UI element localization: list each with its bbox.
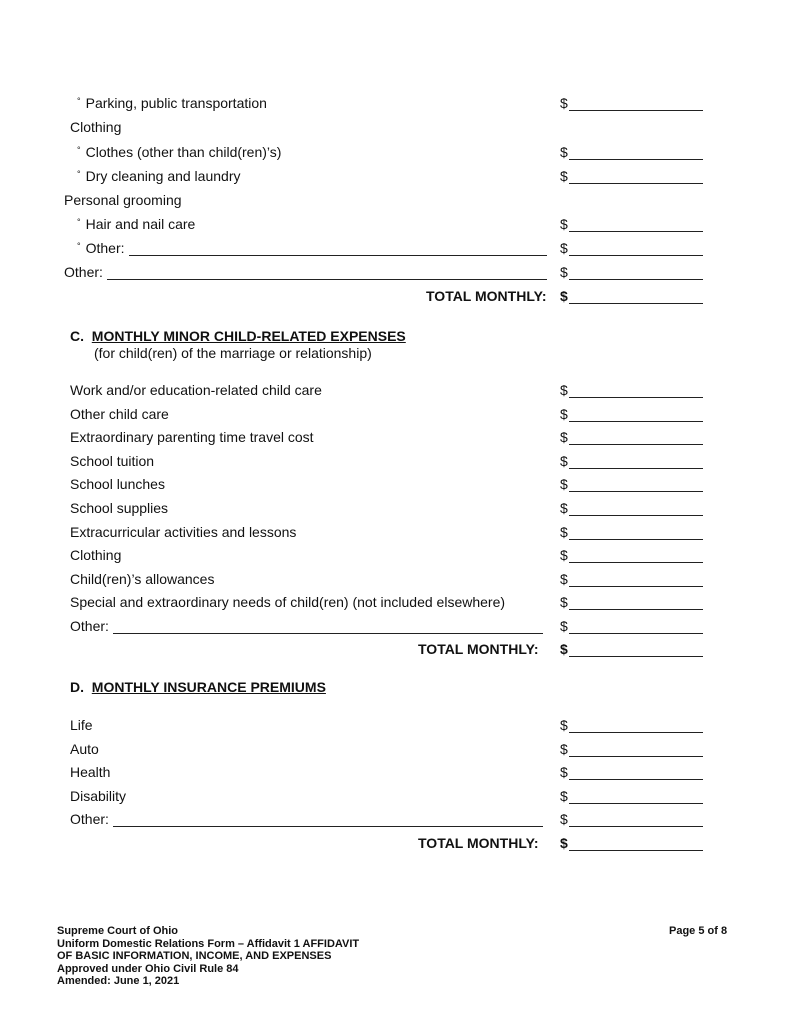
expense-label bbox=[70, 788, 126, 804]
total-label: TOTAL MONTHLY: bbox=[426, 288, 547, 304]
amount-field[interactable] bbox=[569, 110, 703, 111]
label-text: Personal grooming bbox=[64, 192, 182, 208]
section-d-title: MONTHLY INSURANCE PREMIUMS bbox=[91, 679, 326, 695]
expense-label bbox=[70, 429, 314, 445]
dollar-sign: $ bbox=[560, 216, 568, 232]
expense-row bbox=[0, 168, 800, 188]
label-text: Extraordinary parenting time travel cost bbox=[70, 429, 314, 446]
dollar-sign: $ bbox=[560, 500, 568, 516]
expense-row bbox=[0, 144, 800, 164]
amount-field[interactable] bbox=[569, 159, 703, 160]
expense-label bbox=[77, 240, 125, 256]
amount-field[interactable] bbox=[569, 444, 703, 445]
label-text: School tuition bbox=[70, 452, 155, 469]
dollar-sign: $ bbox=[560, 95, 568, 111]
dollar-sign: $ bbox=[560, 405, 568, 422]
label-text: Disability bbox=[70, 787, 127, 804]
expense-label bbox=[70, 524, 296, 540]
expense-row bbox=[0, 571, 800, 591]
dollar-sign: $ bbox=[560, 594, 568, 611]
label-text: Auto bbox=[70, 740, 99, 757]
expense-row bbox=[0, 594, 800, 614]
label-text: Other child care bbox=[70, 405, 169, 422]
total-label: TOTAL MONTHLY: bbox=[418, 835, 539, 851]
expense-row bbox=[0, 382, 800, 402]
dollar-sign: $ bbox=[560, 144, 568, 160]
other-description-field[interactable] bbox=[107, 279, 547, 280]
dollar-sign: $ bbox=[560, 523, 568, 540]
label-text: Child(ren)’s allowances bbox=[70, 570, 215, 587]
label-text: School lunches bbox=[70, 476, 165, 493]
expense-row bbox=[0, 240, 800, 260]
amount-field[interactable] bbox=[569, 279, 703, 280]
section-c-title: MONTHLY MINOR CHILD-RELATED EXPENSES bbox=[91, 328, 406, 344]
bullet-icon: ° bbox=[77, 217, 81, 227]
section-d-heading bbox=[70, 679, 326, 695]
label-text: Health bbox=[70, 764, 111, 781]
dollar-sign: $ bbox=[560, 288, 568, 304]
expense-label bbox=[70, 811, 109, 827]
expense-label bbox=[70, 406, 169, 422]
expense-label bbox=[77, 95, 267, 111]
total-row bbox=[0, 835, 800, 855]
label-text: Clothes (other than child(ren)’s) bbox=[85, 144, 282, 160]
amount-field[interactable] bbox=[569, 633, 703, 634]
section-c-heading bbox=[70, 328, 406, 344]
amount-field[interactable] bbox=[569, 756, 703, 757]
dollar-sign: $ bbox=[560, 452, 568, 469]
label-text: Work and/or education-related child care bbox=[70, 382, 322, 398]
expense-row bbox=[0, 95, 800, 115]
expense-row bbox=[0, 192, 800, 212]
expense-row bbox=[0, 119, 800, 139]
expense-row bbox=[0, 429, 800, 449]
amount-field[interactable] bbox=[569, 609, 703, 610]
label-text: Hair and nail care bbox=[85, 216, 196, 232]
label-text: Other: bbox=[70, 811, 109, 828]
amount-field[interactable] bbox=[569, 255, 703, 256]
footer-line: Supreme Court of Ohio bbox=[57, 925, 178, 937]
bullet-icon: ° bbox=[77, 241, 81, 251]
amount-field[interactable] bbox=[569, 803, 703, 804]
expense-row bbox=[0, 524, 800, 544]
label-text: Other: bbox=[85, 240, 125, 256]
amount-field[interactable] bbox=[569, 231, 703, 232]
expense-label bbox=[70, 476, 165, 492]
expense-row bbox=[0, 476, 800, 496]
expense-label bbox=[70, 500, 168, 516]
dollar-sign: $ bbox=[560, 240, 568, 256]
expense-label bbox=[70, 119, 121, 135]
amount-field[interactable] bbox=[569, 539, 703, 540]
expense-row bbox=[0, 500, 800, 520]
label-text: School supplies bbox=[70, 500, 169, 516]
expense-label bbox=[70, 453, 154, 469]
expense-label bbox=[70, 741, 99, 757]
amount-field[interactable] bbox=[569, 183, 703, 184]
expense-row bbox=[0, 216, 800, 236]
footer-line: Amended: June 1, 2021 bbox=[57, 975, 180, 987]
expense-row bbox=[0, 788, 800, 808]
amount-field[interactable] bbox=[569, 303, 703, 304]
section-d-letter: D. bbox=[70, 679, 84, 695]
label-text: Dry cleaning and laundry bbox=[85, 168, 241, 184]
amount-field[interactable] bbox=[569, 586, 703, 587]
dollar-sign: $ bbox=[560, 382, 568, 398]
amount-field[interactable] bbox=[569, 779, 703, 780]
dollar-sign: $ bbox=[560, 618, 568, 634]
dollar-sign: $ bbox=[560, 835, 568, 851]
bullet-icon: ° bbox=[77, 169, 81, 179]
dollar-sign: $ bbox=[560, 811, 568, 828]
label-text: Parking, public transportation bbox=[85, 95, 267, 111]
expense-row bbox=[0, 717, 800, 737]
expense-label bbox=[70, 717, 93, 733]
dollar-sign: $ bbox=[560, 168, 568, 184]
footer-line: Approved under Ohio Civil Rule 84 bbox=[57, 962, 239, 975]
footer-info bbox=[57, 925, 359, 988]
dollar-sign: $ bbox=[560, 740, 568, 757]
expense-row bbox=[0, 453, 800, 473]
dollar-sign: $ bbox=[560, 476, 568, 493]
amount-field[interactable] bbox=[569, 515, 703, 516]
amount-field[interactable] bbox=[569, 732, 703, 733]
label-text: Clothing bbox=[70, 547, 122, 564]
expense-label bbox=[70, 618, 109, 634]
dollar-sign: $ bbox=[560, 547, 568, 564]
dollar-sign: $ bbox=[560, 641, 568, 657]
total-label: TOTAL MONTHLY: bbox=[418, 641, 539, 657]
section-c-letter: C. bbox=[70, 328, 84, 344]
dollar-sign: $ bbox=[560, 570, 568, 587]
amount-field[interactable] bbox=[569, 562, 703, 563]
dollar-sign: $ bbox=[560, 764, 568, 781]
total-row bbox=[0, 641, 800, 661]
other-description-field[interactable] bbox=[113, 633, 543, 634]
expense-row bbox=[0, 618, 800, 638]
expense-row bbox=[0, 811, 800, 831]
label-text: Extracurricular activities and lessons bbox=[70, 523, 297, 540]
dollar-sign: $ bbox=[560, 429, 568, 446]
page-number: Page 5 of 8 bbox=[669, 925, 728, 937]
label-text: Clothing bbox=[70, 119, 122, 135]
dollar-sign: $ bbox=[560, 264, 568, 280]
footer-line: OF BASIC INFORMATION, INCOME, AND EXPENSES bbox=[57, 950, 332, 962]
footer-line: Uniform Domestic Relations Form – Affidavit 1 AFFIDAVIT bbox=[57, 937, 360, 950]
amount-field[interactable] bbox=[569, 491, 703, 492]
other-description-field[interactable] bbox=[113, 826, 543, 827]
expense-label bbox=[77, 168, 240, 184]
expense-row bbox=[0, 406, 800, 426]
section-c-subtitle: (for child(ren) of the marriage or relationship) bbox=[94, 345, 372, 361]
label-text: Special and extraordinary needs of child(ren) (not included elsewhere) bbox=[70, 594, 506, 611]
amount-field[interactable] bbox=[569, 468, 703, 469]
label-text: Other: bbox=[70, 618, 109, 634]
expense-row bbox=[0, 764, 800, 784]
dollar-sign: $ bbox=[560, 787, 568, 804]
amount-field[interactable] bbox=[569, 397, 703, 398]
expense-row bbox=[0, 741, 800, 761]
amount-field[interactable] bbox=[569, 826, 703, 827]
amount-field[interactable] bbox=[569, 421, 703, 422]
total-row bbox=[0, 288, 800, 308]
amount-field[interactable] bbox=[569, 850, 703, 851]
amount-field[interactable] bbox=[569, 656, 703, 657]
bullet-icon: ° bbox=[77, 96, 81, 106]
expense-label bbox=[70, 594, 505, 610]
expense-label bbox=[77, 216, 195, 232]
other-description-field[interactable] bbox=[129, 255, 547, 256]
expense-label bbox=[70, 571, 214, 587]
expense-label bbox=[70, 547, 121, 563]
expense-label bbox=[70, 382, 322, 398]
expense-label bbox=[70, 764, 110, 780]
bullet-icon: ° bbox=[77, 145, 81, 155]
expense-label bbox=[64, 264, 103, 280]
dollar-sign: $ bbox=[560, 717, 568, 733]
expense-row bbox=[0, 264, 800, 284]
expense-row bbox=[0, 547, 800, 567]
expense-label bbox=[64, 192, 182, 208]
expense-label bbox=[77, 144, 281, 160]
label-text: Life bbox=[70, 717, 93, 733]
label-text: Other: bbox=[64, 264, 103, 280]
